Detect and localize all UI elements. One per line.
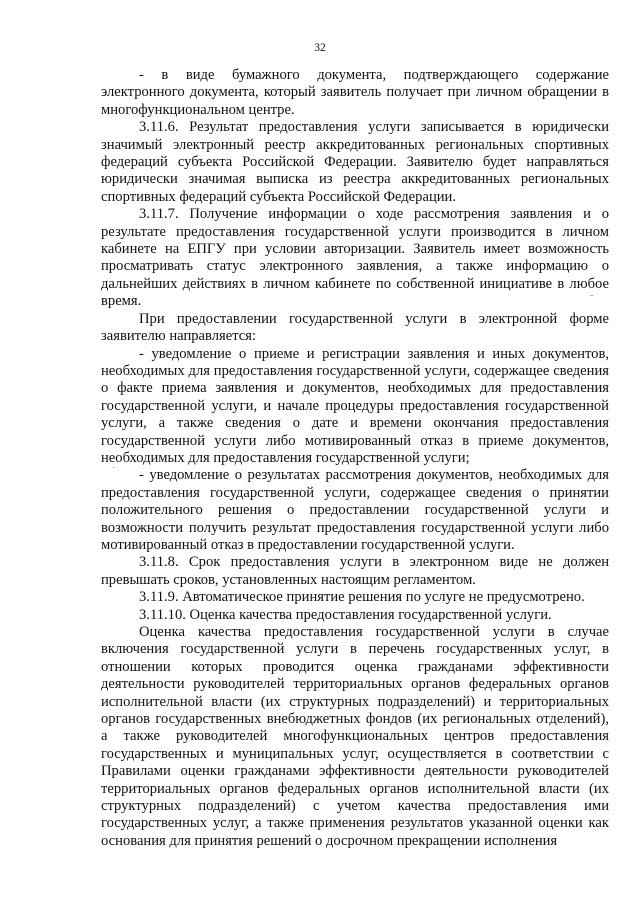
document-body [101,67,609,850]
paragraph-3-11-8: 3.11.8. Срок предоставления услуги в электронном виде не должен превышать сроков, установленных настоящим регламентом. [101,554,609,588]
paragraph-notification-receipt: - уведомление о приеме и регистрации заявления и иных документов, необходимых для предоставления государственной услуги, содержащее сведения о факте приема заявления и документов, необходимых для предоставления государственной услуги, и начале процедуры предоставления государственной услуги, а также сведения о дате и времени окончания предоставления государственной услуги либо мотивированный отказ в приеме документов, необходимых для предоставления государственной услуги; [101,345,609,466]
scan-mark: - [590,290,594,301]
paragraph-notification-results: - уведомление о результатах рассмотрения документов, необходимых для предоставления государственной услуги, содержащее сведения о принятии положительного решения о предоставлении государственной услуги и возможности получить результат предоставления государственной услуги либо мотивированный отказ в предоставлении государственной услуги. [101,467,609,553]
page-number: 32 [314,42,326,54]
paragraph-3-11-9: 3.11.9. Автоматическое принятие решения по услуге не предусмотрено. [139,589,585,606]
paragraph-3-11-10: 3.11.10. Оценка качества предоставления государственной услуги. [139,606,552,623]
paragraph-3-11-6: 3.11.6. Результат предоставления услуги записывается в юридически значимый электронный реестр аккредитованных региональных спортивных федераций субъекта Российской Федерации. Заявителю будет направляться юридически значимая выписка из реестра аккредитованных региональных спортивных федераций субъекта Российской Федерации. [101,119,609,205]
paragraph-3-11-7: 3.11.7. Получение информации о ходе рассмотрения заявления и о результате предоставления государственной услуги производится в личном кабинете на ЕПГУ при условии авторизации. Заявитель имеет возможность просматривать статус электронного заявления, а также информацию о дальнейших действиях в личном кабинете по собственной инициативе в любое время. [101,206,609,310]
paragraph-paper-copy: - в виде бумажного документа, подтверждающего содержание электронного документа, который заявитель получает при личном обращении в многофункциональном центре. [101,67,609,118]
paragraph-electronic-form-intro: При предоставлении государственной услуги в электронной форме заявителю направляется: [101,310,609,345]
scan-mark: · [112,463,116,474]
paragraph-quality-assessment: Оценка качества предоставления государственной услуги в случае включения государственной услуги в перечень государственных услуг, в отношении которых проводится оценка гражданами эффективности деятельности руководителей территориальных органов федеральных органов исполнительной власти (их структурных подразделений) и территориальных органов государственных внебюджетных фондов (их региональных отделений), а также руководителей многофункциональных центров предоставления государственных и муниципальных услуг, осуществляется в соответствии с Правилами оценки гражданами эффективности деятельности руководителей территориальных органов федеральных органов исполнительной власти (их структурных подразделений) с учетом качества предоставления ими государственных услуг, а также применения результатов указанной оценки как основания для принятия решений о досрочном прекращении исполнения [101,624,609,849]
